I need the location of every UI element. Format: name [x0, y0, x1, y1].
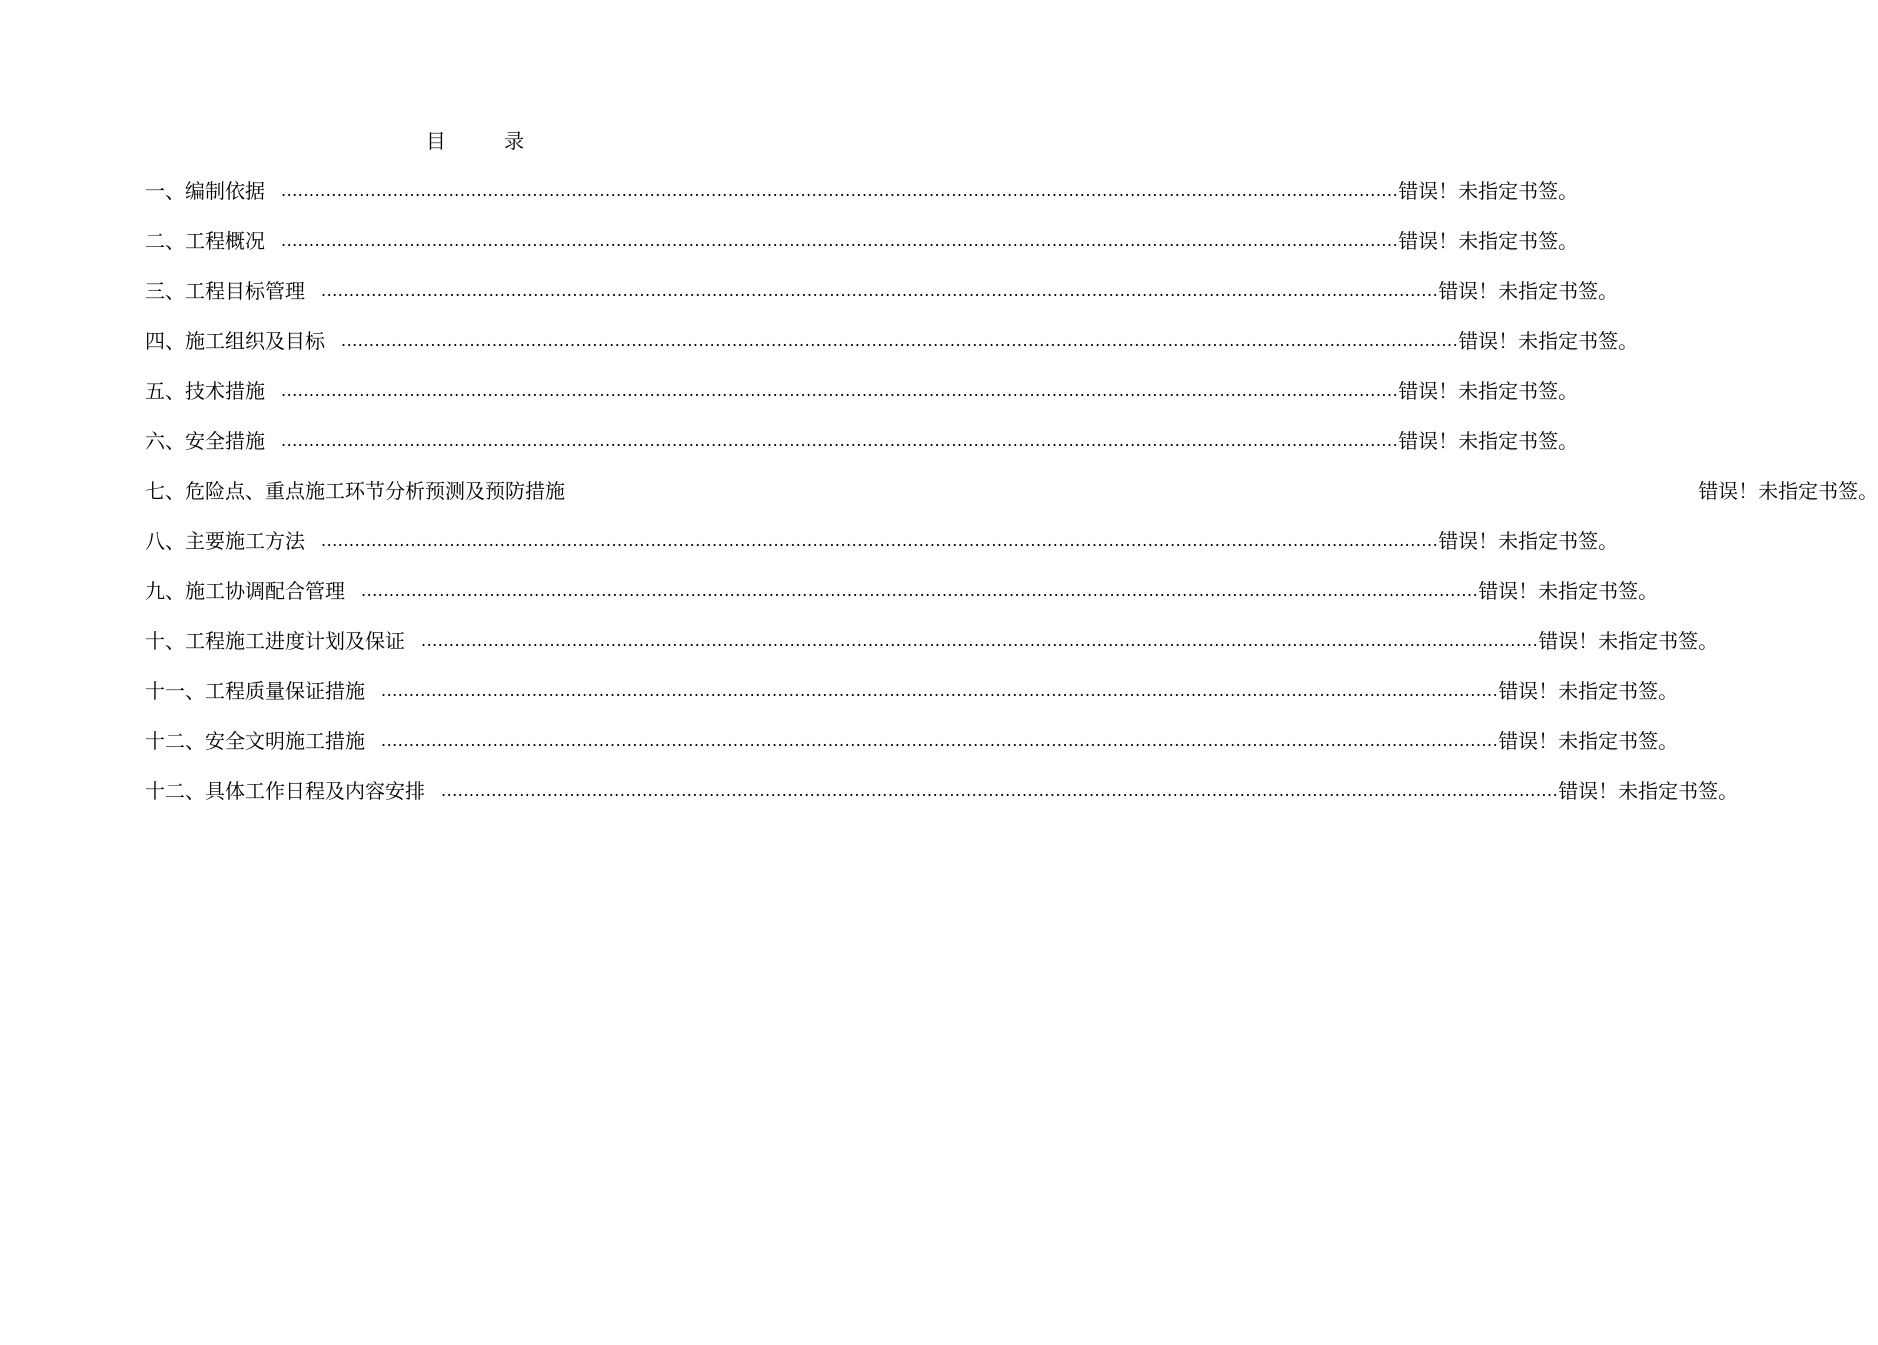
toc-entry-page-ref: 错误！未指定书签。: [1538, 629, 1719, 653]
toc-entry[interactable]: [145, 276, 1619, 326]
toc-leader-dots: ........................................................................................................................................................................................................: [421, 631, 1539, 650]
toc-leader-dots: ........................................................................................................................................................................................................: [321, 531, 1439, 550]
toc-entry-label: 七、危险点、重点施工环节分析预测及预防措施: [145, 479, 565, 503]
toc-title: 目 录: [425, 129, 551, 153]
toc-entry-page-ref: 错误！未指定书签。: [1498, 729, 1679, 753]
toc-entry-page-ref: 错误！未指定书签。: [1438, 529, 1619, 553]
toc-entry-page-ref: 错误！未指定书签。: [1398, 429, 1579, 453]
toc-entry-label: 十二、具体工作日程及内容安排: [145, 779, 425, 803]
toc-entry-label: 六、安全措施: [145, 429, 265, 453]
toc-entry[interactable]: [145, 176, 1579, 226]
toc-entry-label: 三、工程目标管理: [145, 279, 305, 303]
toc-entry[interactable]: [145, 626, 1719, 676]
toc-entry[interactable]: [145, 376, 1579, 426]
toc-entry-label: 九、施工协调配合管理: [145, 579, 345, 603]
toc-entry-page-ref: 错误！未指定书签。: [1398, 379, 1579, 403]
toc-entry[interactable]: [145, 426, 1579, 476]
toc-entry-label: 一、编制依据: [145, 179, 265, 203]
toc-entry-label: 四、施工组织及目标: [145, 329, 325, 353]
toc-entry-page-ref: 错误！未指定书签。: [1438, 279, 1619, 303]
toc-leader-dots: ........................................................................................................................................................................................................: [281, 381, 1399, 400]
toc-leader-dots: ........................................................................................................................................................................................................: [281, 181, 1399, 200]
toc-entry[interactable]: [145, 326, 1639, 376]
toc-leader-dots: ........................................................................................................................................................................................................: [281, 231, 1399, 250]
toc-list: [145, 176, 1878, 826]
toc-entry[interactable]: [145, 476, 1878, 526]
toc-entry[interactable]: [145, 726, 1679, 776]
toc-entry-label: 十一、工程质量保证措施: [145, 679, 365, 703]
toc-entry-page-ref: 错误！未指定书签。: [1458, 329, 1639, 353]
toc-entry[interactable]: [145, 576, 1659, 626]
toc-entry-label: 十二、安全文明施工措施: [145, 729, 365, 753]
toc-entry-label: 十、工程施工进度计划及保证: [145, 629, 405, 653]
toc-entry-label: 五、技术措施: [145, 379, 265, 403]
toc-leader-dots: ........................................................................................................................................................................................................: [361, 581, 1479, 600]
toc-entry[interactable]: [145, 226, 1579, 276]
toc-leader-dots: ........................................................................................................................................................................................................: [381, 681, 1499, 700]
toc-entry-page-ref: 错误！未指定书签。: [1558, 779, 1739, 803]
toc-leader-dots: ........................................................................................................................................................................................................: [441, 781, 1559, 800]
toc-entry-page-ref: 错误！未指定书签。: [1478, 579, 1659, 603]
toc-entry[interactable]: [145, 776, 1739, 826]
toc-entry-page-ref: 错误！未指定书签。: [1498, 679, 1679, 703]
toc-entry-page-ref: 错误！未指定书签。: [1698, 479, 1878, 503]
toc-entry-page-ref: 错误！未指定书签。: [1398, 179, 1579, 203]
toc-entry-page-ref: 错误！未指定书签。: [1398, 229, 1579, 253]
toc-entry-label: 二、工程概况: [145, 229, 265, 253]
toc-leader-dots: ........................................................................................................................................................................................................: [381, 731, 1499, 750]
toc-entry-label: 八、主要施工方法: [145, 529, 305, 553]
toc-leader-dots: ........................................................................................................................................................................................................: [281, 431, 1399, 450]
toc-leader-dots: ........................................................................................................................................................................................................: [321, 281, 1439, 300]
toc-entry[interactable]: [145, 676, 1679, 726]
toc-leader-dots: ........................................................................................................................................................................................................: [341, 331, 1459, 350]
toc-entry[interactable]: [145, 526, 1619, 576]
